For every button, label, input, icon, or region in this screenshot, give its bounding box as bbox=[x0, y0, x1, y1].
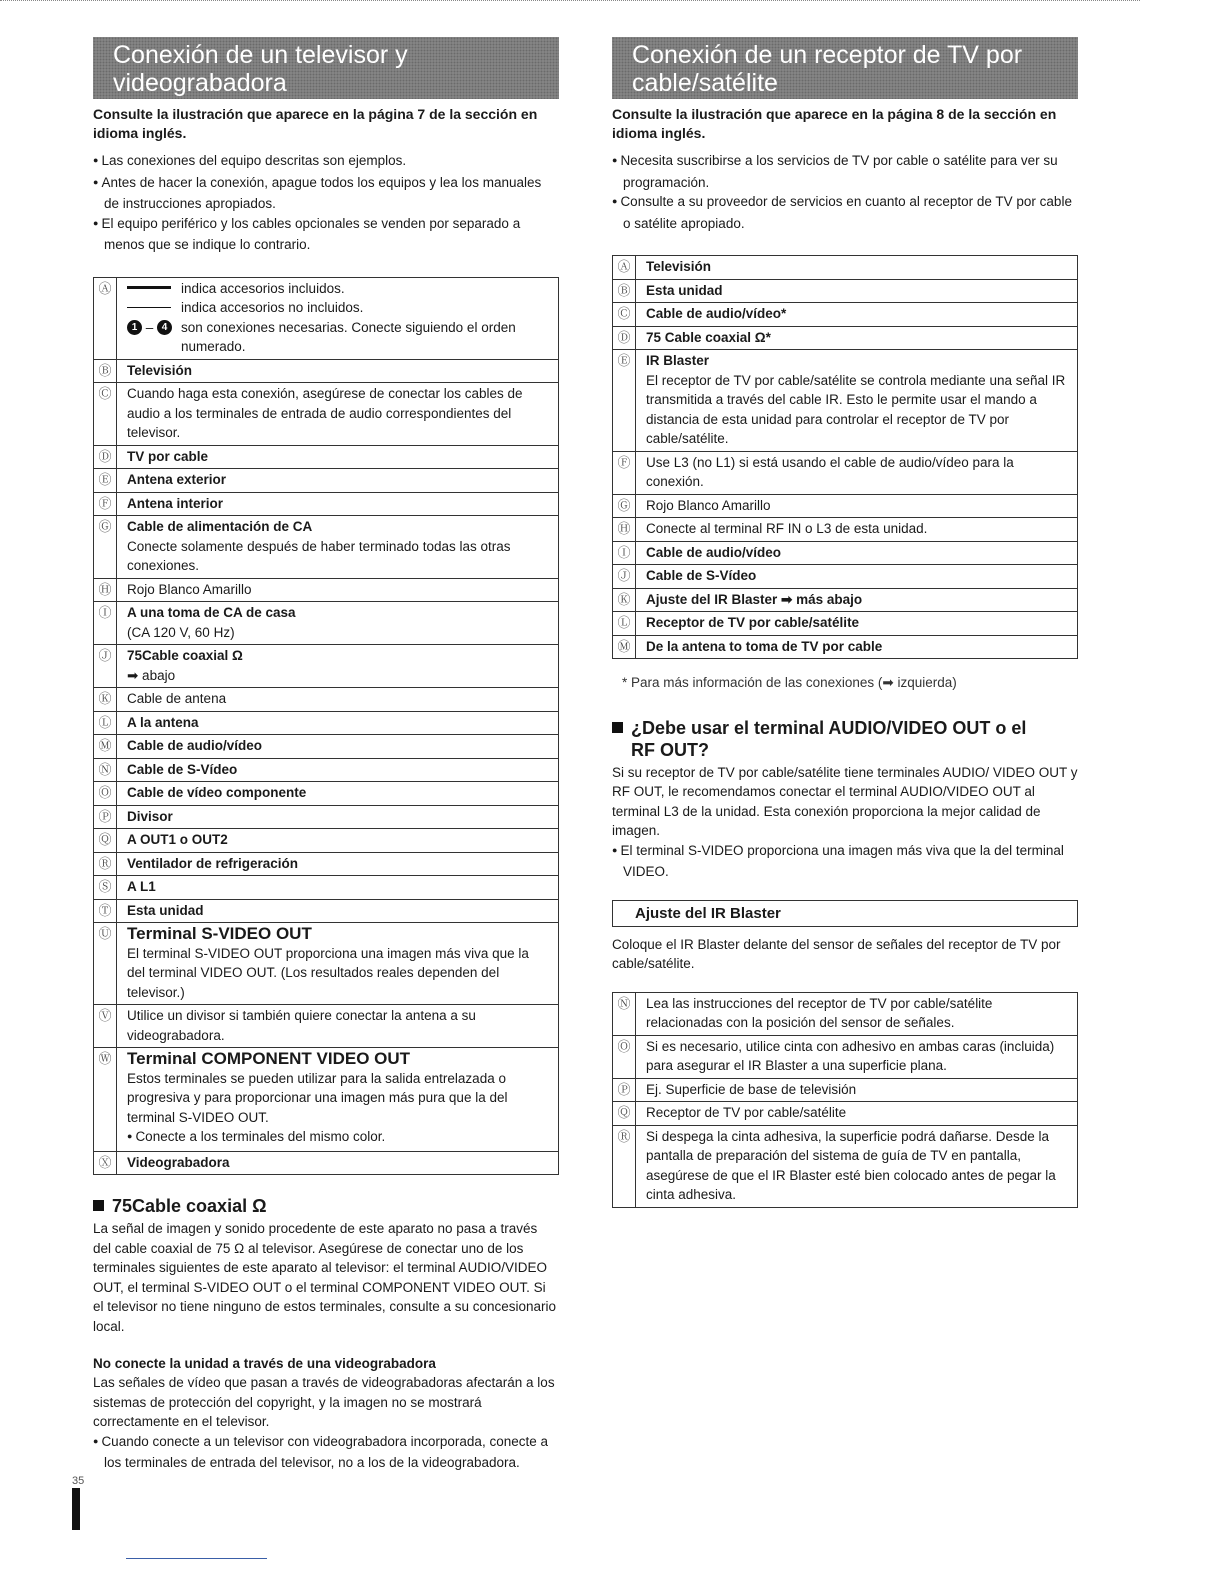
right-legend-table bbox=[612, 255, 1078, 659]
row-marker: Ⓝ bbox=[94, 758, 117, 782]
legend-row bbox=[613, 1035, 1078, 1078]
row-marker: Ⓙ bbox=[94, 645, 117, 688]
row-text: Estos terminales se pueden utilizar para la salida entrelazada o progresiva y para proporcionar una imagen más pura que la del terminal S-VIDEO OUT. bbox=[127, 1070, 508, 1125]
left-lead: Consulte la ilustración que aparece en la página 7 de la sección en idioma inglés. bbox=[93, 106, 538, 141]
legend-row bbox=[94, 1005, 559, 1048]
left-banner: Conexión de un televisor y videograbadora bbox=[93, 37, 559, 99]
row-text: (CA 120 V, 60 Hz) bbox=[127, 624, 235, 640]
row-big-title: Terminal COMPONENT VIDEO OUT bbox=[127, 1049, 411, 1068]
ir-blaster-box-title: Ajuste del IR Blaster bbox=[612, 900, 1078, 927]
solid-line-icon bbox=[127, 286, 171, 289]
left-bullet: ● El equipo periférico y los cables opcionales se venden por separado a menos que se indique lo contrario. bbox=[93, 214, 559, 255]
legend-row bbox=[94, 1048, 559, 1152]
row-title: A OUT1 o OUT2 bbox=[127, 832, 228, 847]
row-title: A la antena bbox=[127, 714, 199, 730]
legend-row bbox=[94, 688, 559, 712]
row-title: Televisión bbox=[127, 362, 193, 378]
legend-row bbox=[613, 992, 1078, 1035]
audio-video-section-text: Si su receptor de TV por cable/satélite tiene terminales AUDIO/ VIDEO OUT y RF OUT, le recomendamos conectar el terminal AUDIO/VIDEO OUT al terminal L3 de la unidad. Esta conexión proporciona la mejor calidad de imagen. bbox=[612, 764, 1078, 838]
legend-row bbox=[613, 565, 1078, 589]
row-marker: Ⓚ bbox=[613, 588, 636, 612]
row-title: A L1 bbox=[127, 879, 156, 894]
legend-row bbox=[613, 326, 1078, 350]
row-title: Cable de S-Vídeo bbox=[127, 761, 238, 777]
row-marker: Ⓡ bbox=[94, 852, 117, 876]
row-marker: Ⓛ bbox=[613, 612, 636, 636]
row-marker: Ⓑ bbox=[94, 359, 117, 383]
row-text: Utilice un divisor si también quiere conectar la antena a su videograbadora. bbox=[127, 1008, 476, 1043]
row-title: IR Blaster bbox=[646, 353, 710, 368]
row-marker: Ⓞ bbox=[613, 1035, 636, 1078]
row-title: Esta unidad bbox=[646, 282, 723, 298]
connection-note: * Para más información de las conexiones (➡ izquierda) bbox=[622, 675, 957, 690]
row-big-title: Terminal S-VIDEO OUT bbox=[127, 924, 312, 943]
left-bullet: ● Antes de hacer la conexión, apague todos los equipos y lea los manuales de instrucciones apropiados. bbox=[93, 173, 559, 214]
row-title: Antena exterior bbox=[127, 472, 227, 487]
row-marker: Ⓐ bbox=[613, 256, 636, 280]
row-marker: Ⓡ bbox=[613, 1125, 636, 1207]
row-marker: Ⓟ bbox=[94, 805, 117, 829]
coaxial-section-text: La señal de imagen y sonido procedente de este aparato no pasa a través del cable coaxial de 75 Ω al televisor. Asegúrese de conectar uno de los terminales siguientes de este aparato al televisor: el terminal AUDIO/VIDEO OUT, el terminal S-VIDEO OUT o el terminal COMPONENT VIDEO OUT. Si el televisor no tiene ninguno de estos terminales, consulte a su concesionario local. bbox=[93, 1221, 557, 1334]
legend-row bbox=[613, 256, 1078, 280]
right-bullet: ● Necesita suscribirse a los servicios de TV por cable o satélite para ver su programación. bbox=[612, 151, 1078, 192]
left-legend-table bbox=[93, 277, 559, 1176]
ir-blaster-table bbox=[612, 992, 1078, 1208]
square-bullet-icon bbox=[612, 722, 623, 733]
legend-row bbox=[613, 494, 1078, 518]
row-text: Si despega la cinta adhesiva, la superficie podrá dañarse. Desde la pantalla de preparación del sistema de guía de TV en pantalla, asegúrese de que el IR Blaster esté bien colocado antes de pegar la cinta adhesiva. bbox=[646, 1128, 1056, 1202]
legend-row bbox=[94, 758, 559, 782]
row-marker: Ⓣ bbox=[94, 899, 117, 923]
row-text: El receptor de TV por cable/satélite se controla mediante una señal IR transmitida a través del cable IR. Esto le permite usar el mando a distancia de esta unidad para controlar el receptor de TV por cable/satélite. bbox=[646, 372, 1066, 446]
row-title: Cable de S-Vídeo bbox=[646, 568, 757, 583]
legend-row bbox=[94, 492, 559, 516]
ir-blaster-text: Coloque el IR Blaster delante del sensor de señales del receptor de TV por cable/satélite. bbox=[612, 936, 1061, 971]
row-title: Cable de audio/vídeo bbox=[646, 544, 782, 560]
legend-row bbox=[94, 899, 559, 923]
legend-row bbox=[94, 711, 559, 735]
legend-row bbox=[613, 1102, 1078, 1126]
legend-row bbox=[613, 588, 1078, 612]
legend-row bbox=[94, 602, 559, 645]
row-text: Conecte al terminal RF IN o L3 de esta unidad. bbox=[646, 521, 928, 536]
legend-row bbox=[94, 516, 559, 579]
thin-line-icon bbox=[127, 307, 171, 308]
row-marker: Ⓕ bbox=[613, 451, 636, 494]
row-title: Ventilador de refrigeración bbox=[127, 855, 299, 871]
row-marker: Ⓠ bbox=[94, 829, 117, 853]
number-one-icon: 1 bbox=[127, 320, 142, 335]
page-number: 35 bbox=[72, 1475, 85, 1487]
row-text: El terminal S-VIDEO OUT proporciona una imagen más viva que la del terminal VIDEO OUT. (Los resultados reales dependen del televisor.) bbox=[127, 945, 529, 1000]
legend-row bbox=[613, 451, 1078, 494]
row-title: 75Cable coaxial Ω bbox=[127, 648, 243, 663]
vcr-warning-title: No conecte la unidad a través de una videograbadora bbox=[93, 1356, 436, 1371]
legend-row bbox=[613, 1125, 1078, 1207]
legend-row bbox=[94, 805, 559, 829]
legend-row bbox=[94, 469, 559, 493]
row-title: Esta unidad bbox=[127, 902, 204, 918]
page-edge-bar bbox=[72, 1488, 80, 1530]
row-text: Cable de antena bbox=[127, 691, 227, 706]
row-marker: Ⓖ bbox=[94, 516, 117, 579]
row-marker: Ⓖ bbox=[613, 494, 636, 518]
left-bullet: ● Las conexiones del equipo descritas son ejemplos. bbox=[93, 151, 559, 173]
row-marker: Ⓠ bbox=[613, 1102, 636, 1126]
number-four-icon: 4 bbox=[157, 320, 172, 335]
row-text: Conecte solamente después de haber terminado todas las otras conexiones. bbox=[127, 538, 511, 573]
row-text: Cuando haga esta conexión, asegúrese de conectar los cables de audio a los terminales de entrada de audio correspondientes del televisor. bbox=[127, 386, 523, 440]
row-marker: Ⓟ bbox=[613, 1078, 636, 1102]
row-marker: Ⓦ bbox=[94, 1048, 117, 1152]
legend-row bbox=[613, 612, 1078, 636]
row-marker: Ⓘ bbox=[94, 602, 117, 645]
row-title: Cable de audio/vídeo* bbox=[646, 306, 787, 321]
row-text: Lea las instrucciones del receptor de TV por cable/satélite relacionadas con la posición del sensor de señales. bbox=[646, 995, 993, 1030]
row-text: Use L3 (no L1) si está usando el cable de audio/vídeo para la conexión. bbox=[646, 454, 1014, 489]
footer-rule bbox=[126, 1558, 267, 1559]
row-marker: Ⓒ bbox=[94, 383, 117, 446]
legend-row bbox=[94, 383, 559, 446]
row-title: Antena interior bbox=[127, 495, 224, 511]
legend-row bbox=[94, 445, 559, 469]
row-marker: Ⓓ bbox=[94, 445, 117, 469]
row-title: 75 Cable coaxial Ω* bbox=[646, 329, 771, 345]
row-marker: Ⓑ bbox=[613, 279, 636, 303]
row-title: TV por cable bbox=[127, 448, 209, 464]
row-text: Rojo Blanco Amarillo bbox=[646, 497, 771, 513]
coaxial-section-title: 75Cable coaxial Ω bbox=[93, 1195, 559, 1217]
row-bullet: ● Conecte a los terminales del mismo color. bbox=[127, 1127, 548, 1149]
row-marker: Ⓛ bbox=[94, 711, 117, 735]
legend-row bbox=[94, 829, 559, 853]
row-marker: Ⓚ bbox=[94, 688, 117, 712]
row-title: Cable de alimentación de CA bbox=[127, 519, 313, 534]
row-marker: Ⓔ bbox=[94, 469, 117, 493]
row-marker: Ⓗ bbox=[94, 578, 117, 602]
row-marker: Ⓧ bbox=[94, 1151, 117, 1175]
row-text: Si es necesario, utilice cinta con adhesivo en ambas caras (incluida) para asegurar el IR Blaster a una superficie plana. bbox=[646, 1038, 1055, 1073]
legend-row bbox=[94, 782, 559, 806]
row-marker: Ⓒ bbox=[613, 303, 636, 327]
legend-row bbox=[94, 645, 559, 688]
top-dotted-rule bbox=[0, 0, 1140, 3]
row-title: Videograbadora bbox=[127, 1154, 230, 1170]
row-marker: Ⓜ bbox=[613, 635, 636, 659]
row-title: Receptor de TV por cable/satélite bbox=[646, 615, 860, 630]
row-title: De la antena to toma de TV por cable bbox=[646, 638, 883, 654]
row-marker: Ⓙ bbox=[613, 565, 636, 589]
right-banner: Conexión de un receptor de TV por cable/satélite bbox=[612, 37, 1078, 99]
right-lead: Consulte la ilustración que aparece en la página 8 de la sección en idioma inglés. bbox=[612, 106, 1057, 141]
legend-row bbox=[613, 279, 1078, 303]
row-marker: Ⓔ bbox=[613, 350, 636, 452]
legend-row bbox=[94, 578, 559, 602]
left-column bbox=[93, 37, 559, 1473]
legend-row bbox=[613, 1078, 1078, 1102]
vcr-warning-text: Las señales de vídeo que pasan a través de videograbadoras afectarán a los sistemas de protección del copyright, y la imagen no se mostrará correctamente en el televisor. bbox=[93, 1375, 555, 1429]
legend-row bbox=[613, 541, 1078, 565]
right-column bbox=[612, 37, 1078, 1208]
row-text: Receptor de TV por cable/satélite bbox=[646, 1105, 847, 1120]
legend-row bbox=[613, 635, 1078, 659]
row-marker: Ⓤ bbox=[94, 923, 117, 1005]
row-text: Ej. Superficie de base de televisión bbox=[646, 1081, 857, 1097]
row-marker: Ⓘ bbox=[613, 541, 636, 565]
legend-row bbox=[94, 852, 559, 876]
row-text: ➡ abajo bbox=[127, 667, 176, 683]
legend-row bbox=[613, 350, 1078, 452]
row-marker: Ⓗ bbox=[613, 518, 636, 542]
legend-row bbox=[613, 303, 1078, 327]
legend-row bbox=[94, 1151, 559, 1175]
row-marker: Ⓝ bbox=[613, 992, 636, 1035]
audio-video-section-title: ¿Debe usar el terminal AUDIO/VIDEO OUT o el RF OUT? bbox=[612, 717, 1078, 761]
row-title: Ajuste del IR Blaster ➡ más abajo bbox=[646, 591, 863, 607]
row-title: Televisión bbox=[646, 259, 712, 274]
row-marker: Ⓕ bbox=[94, 492, 117, 516]
right-bullet: ● Consulte a su proveedor de servicios en cuanto al receptor de TV por cable o satélite apropiado. bbox=[612, 192, 1078, 233]
legend-row bbox=[94, 923, 559, 1005]
row-text: Rojo Blanco Amarillo bbox=[127, 581, 252, 597]
row-marker: Ⓜ bbox=[94, 735, 117, 759]
legend-row bbox=[613, 518, 1078, 542]
square-bullet-icon bbox=[93, 1200, 104, 1211]
row-marker: Ⓞ bbox=[94, 782, 117, 806]
legend-row bbox=[94, 735, 559, 759]
row-title: A una toma de CA de casa bbox=[127, 605, 296, 620]
row-marker: Ⓢ bbox=[94, 876, 117, 900]
row-title: Cable de vídeo componente bbox=[127, 785, 307, 800]
legend-row bbox=[94, 876, 559, 900]
row-title: Divisor bbox=[127, 808, 173, 824]
legend-row bbox=[94, 359, 559, 383]
row-marker: Ⓥ bbox=[94, 1005, 117, 1048]
vcr-warning-bullet: ● Cuando conecte a un televisor con videograbadora incorporada, conecte a los terminales de entrada del televisor, no a los de la videograbadora. bbox=[93, 1432, 559, 1473]
row-marker: Ⓓ bbox=[613, 326, 636, 350]
legend-row: Ⓐ indica accesorios incluidos. indica accesorios no incluidos. 1 – 4 son conexiones necesarias. Conecte siguiendo el orden numerado. bbox=[94, 277, 559, 359]
row-title: Cable de audio/vídeo bbox=[127, 738, 263, 753]
audio-video-bullet: ● El terminal S-VIDEO proporciona una imagen más viva que la del terminal VIDEO. bbox=[612, 841, 1078, 882]
